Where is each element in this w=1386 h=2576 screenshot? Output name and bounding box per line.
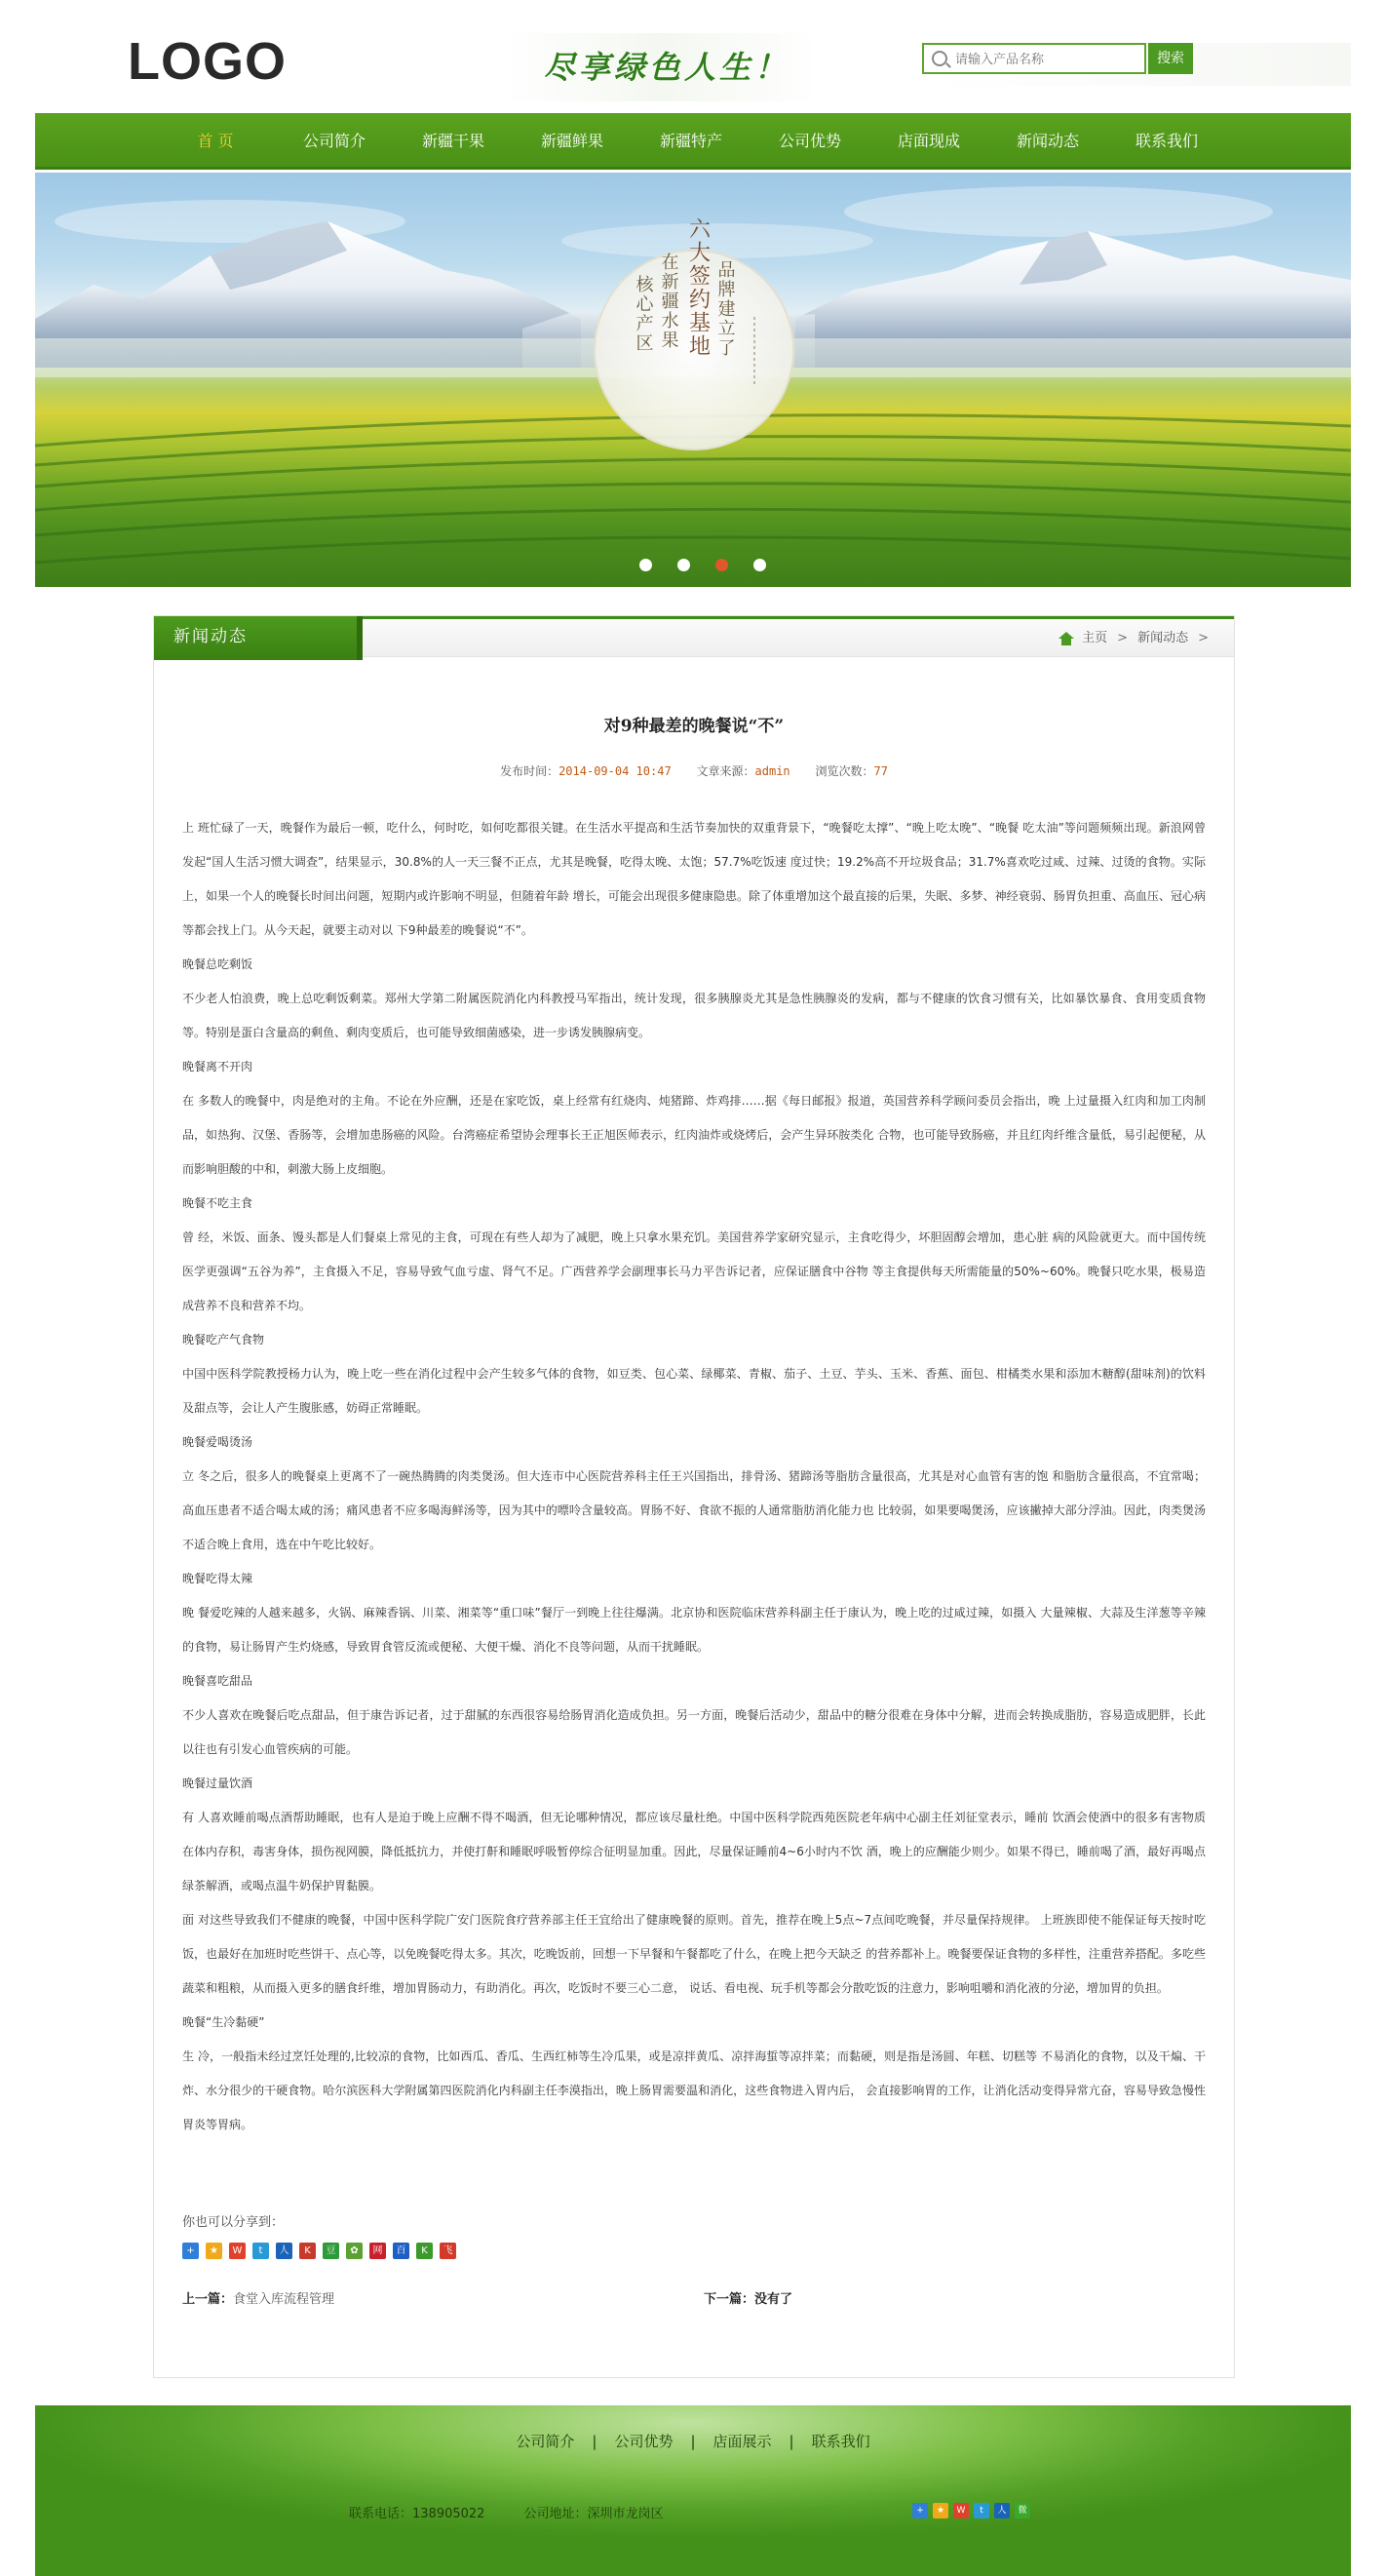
article-subheading: 晚餐喜吃甜品 (182, 1674, 253, 1688)
nav-item[interactable]: 新疆特产 (659, 132, 722, 150)
nav-item[interactable]: 首 页 (197, 132, 234, 150)
slogan-banner (503, 33, 820, 101)
slide-dot[interactable] (715, 559, 728, 571)
nav-item[interactable]: 新闻动态 (1016, 132, 1079, 150)
nav-item[interactable]: 新疆干果 (421, 132, 484, 150)
article-subheading: 晚餐“生冷黏硬” (182, 2015, 265, 2029)
footer-link[interactable]: 公司简介 (516, 2433, 575, 2450)
article-subheading: 晚餐爱喝烫汤 (182, 1435, 253, 1449)
slide-dot[interactable] (639, 559, 652, 571)
footer-info (349, 2503, 664, 2521)
hero-banner (35, 173, 1351, 587)
nav-item[interactable]: 店面现成 (897, 132, 960, 150)
footer-link[interactable]: 公司优势 (614, 2433, 674, 2450)
tencent-weibo-icon[interactable]: t (252, 2243, 269, 2259)
people-icon[interactable]: ✿ (346, 2243, 363, 2259)
article-paragraph: 生 冷，一般指未经过烹饪处理的,比较凉的食物，比如西瓜、香瓜、生西红柿等生冷瓜果，或是凉拌黄瓜、凉拌海蜇等凉拌菜；而黏硬，则是指是汤圆、年糕、切糕等 不易消化的食物，以及干煸、干炸、水分很少的干硬食物。哈尔滨医科大学附属第四医院消化内科副主任李漠指出，晚上肠胃需要温和消化，这些食物进入胃内后， 会直接影响胃的工作，让消化活动变得异常亢奋，容易导致急慢性胃炎等胃病。 (182, 2049, 1206, 2131)
nav-list (156, 113, 1226, 170)
banner-landscape (35, 173, 1351, 587)
search-icon (932, 51, 947, 66)
prev-article[interactable] (182, 2288, 334, 2307)
banner-text-line: 在新疆水果 (658, 253, 679, 350)
article-subheading: 晚餐吃产气食物 (182, 1333, 265, 1347)
footer-share-bar (912, 2503, 1030, 2518)
search-button[interactable]: 搜索 (1148, 43, 1193, 74)
section-header (154, 616, 1234, 657)
prev-label: 上一篇： (182, 2292, 234, 2307)
article-subheading: 晚餐过量饮酒 (182, 1776, 253, 1790)
slogan-text: 尽享绿色人生！ (544, 49, 790, 86)
article-paragraph: 不少老人怕浪费，晚上总吃剩饭剩菜。郑州大学第二附属医院消化内科教授马军指出，统计发现，很多胰腺炎尤其是急性胰腺炎的发病，都与不健康的饮食习惯有关，比如暴饮暴食、食用变质食物等。特别是蛋白含量高的剩鱼、剩肉变质后，也可能导致细菌感染，进一步诱发胰腺病变。 (182, 992, 1206, 1039)
breadcrumb (1059, 619, 1218, 658)
site-footer (35, 2405, 1351, 2576)
site-logo[interactable]: LOGO (128, 32, 287, 91)
chevron-right-icon: > (1117, 631, 1129, 645)
tencent-weibo-icon[interactable]: t (974, 2503, 989, 2518)
banner-text-line: 品牌建立了 (714, 260, 736, 358)
article-source: admin (754, 764, 790, 778)
slide-dot[interactable] (753, 559, 766, 571)
chevron-right-icon: > (1198, 631, 1209, 645)
weibo-icon[interactable]: W (229, 2243, 246, 2259)
search-input[interactable] (955, 49, 1140, 70)
source-label: 文章来源： (696, 764, 755, 778)
breadcrumb-home[interactable]: 主页 (1082, 631, 1108, 645)
article-paragraph: 立 冬之后，很多人的晚餐桌上更离不了一碗热腾腾的肉类煲汤。但大连市中心医院营养科主任王兴国指出，排骨汤、猪蹄汤等脂肪含量很高，尤其是对心血管有害的饱 和脂肪含量很高，不宜常喝；高血压患者不适合喝太咸的汤；痛风患者不应多喝海鲜汤等，因为其中的嘌呤含量较高。胃肠不好、食欲不振的人通常脂肪消化能力也 比较弱，如果要喝煲汤，应该撇掉大部分浮油。因此，肉类煲汤不适合晚上食用，选在中午吃比较好。 (182, 1469, 1206, 1551)
article-paragraph: 面 对这些导致我们不健康的晚餐，中国中医科学院广安门医院食疗营养部主任王宜给出了健康晚餐的原则。首先，推荐在晚上5点~7点间吃晚餐，并尽量保持规律。 上班族即使不能保证每天按时吃饭，也最好在加班时吃些饼干、点心等，以免晚餐吃得太多。其次，吃晚饭前，回想一下早餐和午餐都吃了什么，在晚上把今天缺乏 的营养都补上。晚餐要保证食物的多样性，注重营养搭配。多吃些蔬菜和粗粮，从而摄入更多的膳食纤维，增加胃肠动力，有助消化。再次，吃饭时不要三心二意， 说话、看电视、玩手机等都会分散吃饭的注意力，影响咀嚼和消化液的分泌，增加胃的负担。 (182, 1913, 1206, 1995)
share-label: 你也可以分享到： (182, 2215, 285, 2230)
next-label: 下一篇： (704, 2292, 755, 2307)
phone-number: 138905022 (412, 2507, 485, 2521)
footer-link[interactable]: 店面展示 (712, 2433, 772, 2450)
article-paragraph: 有 人喜欢睡前喝点酒帮助睡眠，也有人是迫于晚上应酬不得不喝酒，但无论哪种情况，都应该尽量杜绝。中国中医科学院西苑医院老年病中心副主任刘征堂表示，睡前 饮酒会使酒中的很多有害物质在体内存积，毒害身体，损伤视网膜，降低抵抗力，并使打鼾和睡眠呼吸暂停综合征明显加重。因此，尽量保证睡前4~6小时内不饮 酒，晚上的应酬能少则少。如果不得已，睡前喝了酒，最好再喝点绿茶解酒，或喝点温牛奶保护胃黏膜。 (182, 1811, 1206, 1893)
article-subheading: 晚餐离不开肉 (182, 1060, 253, 1073)
views-label: 浏览次数： (815, 764, 874, 778)
publish-time-label: 发布时间： (500, 764, 559, 778)
banner-text-line: 核心产区 (633, 275, 654, 353)
search-box (922, 43, 1146, 74)
nav-item[interactable]: 公司简介 (302, 132, 366, 150)
banner-text-line: 六大签约基地 (685, 217, 711, 358)
article-subheading: 晚餐吃得太辣 (182, 1572, 253, 1585)
article-subheading: 晚餐总吃剩饭 (182, 957, 253, 971)
article-paragraph: 不少人喜欢在晚餐后吃点甜品，但于康告诉记者，过于甜腻的东西很容易给肠胃消化造成负担。另一方面，晚餐后活动少，甜品中的糖分很难在身体中分解，进而会转换成脂肪，容易造成肥胖，长此以往也有引发心血管疾病的可能。 (182, 1708, 1206, 1756)
renren-icon[interactable]: 人 (276, 2243, 292, 2259)
slide-dot[interactable] (677, 559, 690, 571)
address-label: 公司地址： (523, 2507, 588, 2521)
banner-pagination (639, 559, 766, 571)
prev-article-link[interactable]: 食堂入库流程管理 (233, 2292, 335, 2307)
douban-icon[interactable]: 豆 (323, 2243, 339, 2259)
more-share-icon[interactable]: + (912, 2503, 928, 2518)
baidu-icon[interactable]: 百 (393, 2243, 409, 2259)
article-title: 对9种最差的晚餐说“不” (603, 717, 785, 736)
more-share-icon[interactable]: + (182, 2243, 199, 2259)
qzone-icon[interactable]: ★ (933, 2503, 948, 2518)
article-paragraph: 中国中医科学院教授杨力认为，晚上吃一些在消化过程中会产生较多气体的食物，如豆类、包心菜、绿椰菜、青椒、茄子、土豆、芋头、玉米、香蕉、面包、柑橘类水果和添加木糖醇(甜味剂)的饮料及甜点等，会让人产生腹胀感，妨碍正常睡眠。 (182, 1367, 1206, 1415)
footer-separator: | (690, 2433, 696, 2450)
article-subheading: 晚餐不吃主食 (182, 1196, 253, 1210)
wechat-icon[interactable]: 微 (1015, 2503, 1030, 2518)
phone-label: 联系电话： (349, 2507, 413, 2521)
article-paragraph: 晚 餐爱吃辣的人越来越多，火锅、麻辣香锅、川菜、湘菜等“重口味”餐厅一到晚上往往爆满。北京协和医院临床营养科副主任于康认为，晚上吃的过咸过辣，如摄入 大量辣椒、大蒜及生洋葱等辛辣的食物，易让肠胃产生灼烧感，导致胃食管反流或便秘、大便干燥、消化不良等问题，从而干扰睡眠。 (182, 1606, 1206, 1654)
renren-icon[interactable]: 人 (994, 2503, 1010, 2518)
article-paragraph: 曾 经，米饭、面条、馒头都是人们餐桌上常见的主食，可现在有些人却为了减肥，晚上只拿水果充饥。美国营养学家研究显示，主食吃得少，坏胆固醇会增加，患心脏 病的风险就更大。而中国传统医学更强调“五谷为养”，主食摄入不足，容易导致气血亏虚、肾气不足。广西营养学会副理事长马力平告诉记者，应保证膳食中谷物 等主食提供每天所需能量的50%~60%。晚餐只吃水果，极易造成营养不良和营养不均。 (182, 1230, 1206, 1312)
footer-nav (35, 2431, 1351, 2451)
view-count: 77 (873, 764, 888, 778)
netease-icon[interactable]: 网 (369, 2243, 386, 2259)
share-bar (182, 2243, 456, 2259)
article-body (182, 811, 1206, 2142)
content-panel (153, 615, 1235, 2378)
breadcrumb-current[interactable]: 新闻动态 (1137, 631, 1189, 645)
nav-item[interactable]: 新疆鲜果 (540, 132, 603, 150)
nav-item[interactable]: 公司优势 (778, 132, 841, 150)
section-tab-title: 新闻动态 (154, 616, 357, 660)
address-value: 深圳市龙岗区 (587, 2507, 664, 2521)
footer-phone (349, 2503, 484, 2521)
footer-separator: | (592, 2433, 597, 2450)
footer-link[interactable]: 联系我们 (811, 2433, 870, 2450)
next-article-link[interactable]: 没有了 (754, 2292, 793, 2307)
main-nav (35, 113, 1351, 170)
article-meta (154, 762, 1234, 779)
search-area (922, 43, 1351, 86)
qzone-icon[interactable]: ★ (206, 2243, 222, 2259)
nav-item[interactable]: 联系我们 (1135, 132, 1198, 150)
site-header (35, 0, 1351, 113)
kx001-icon[interactable]: K (416, 2243, 433, 2259)
weibo-icon[interactable]: W (953, 2503, 969, 2518)
feixin-icon[interactable]: 飞 (440, 2243, 456, 2259)
footer-address (523, 2503, 663, 2521)
footer-separator: | (789, 2433, 794, 2450)
article-paragraph: 上 班忙碌了一天，晚餐作为最后一顿，吃什么，何时吃，如何吃都很关键。在生活水平提高和生活节奏加快的双重背景下，“晚餐吃太撑”、“晚上吃太晚”、“晚餐 吃太油”等问题频频出现。新浪网曾发起“国人生活习惯大调查”，结果显示，30.8%的人一天三餐不正点，尤其是晚餐，吃得太晚、太饱；57.7%吃饭速 度过快；19.2%高不开垃圾食品；31.7%喜欢吃过咸、过辣、过烫的食物。实际上，如果一个人的晚餐长时间出问题，短期内或许影响不明显，但随着年龄 增长，可能会出现很多健康隐患。除了体重增加这个最直接的后果，失眠、多梦、神经衰弱、肠胃负担重、高血压、冠心病等都会找上门。从今天起，就要主动对以 下9种最差的晚餐说“不”。 (182, 821, 1206, 937)
article-paragraph: 在 多数人的晚餐中，肉是绝对的主角。不论在外应酬，还是在家吃饭，桌上经常有红烧肉、炖猪蹄、炸鸡排……据《每日邮报》报道，英国营养科学顾问委员会指出，晚 上过量摄入红肉和加工肉制品，如热狗、汉堡、香肠等，会增加患肠癌的风险。台湾癌症希望协会理事长王正旭医师表示，红肉油炸或烧烤后，会产生异环胺类化 合物，也可能导致肠癌，并且红肉纤维含量低，易引起便秘，从而影响胆酸的中和，刺激大肠上皮细胞。 (182, 1094, 1206, 1176)
publish-time: 2014-09-04 10:47 (558, 764, 672, 778)
home-icon[interactable] (1059, 632, 1074, 645)
next-article[interactable] (704, 2288, 792, 2307)
kaixin-icon[interactable]: K (299, 2243, 316, 2259)
